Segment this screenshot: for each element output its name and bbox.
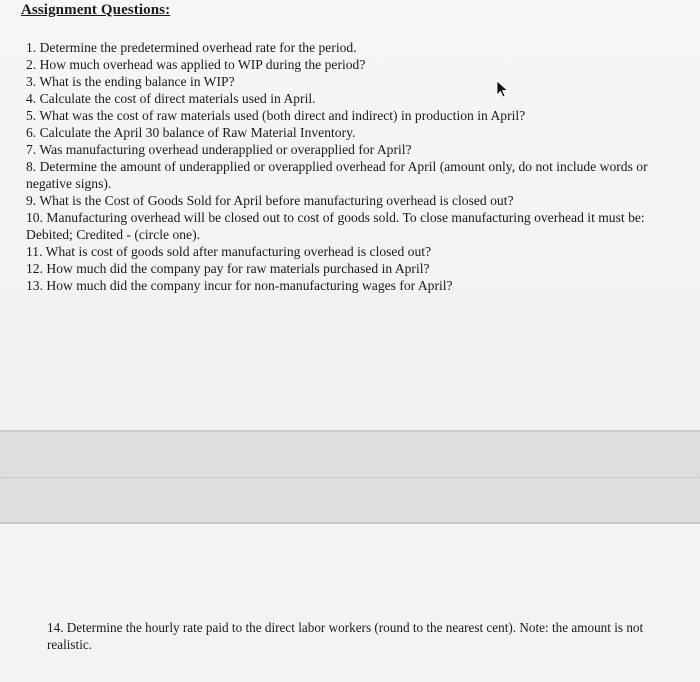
question-item-12: 12. How much did the company pay for raw materials purchased in April? bbox=[26, 261, 430, 276]
page-title: Assignment Questions: bbox=[21, 2, 171, 18]
question-item-6: 6. Calculate the April 30 balance of Raw Material Inventory. bbox=[26, 125, 356, 140]
question-item-8: 8. Determine the amount of underapplied or overapplied overhead for April (amount only, do not include words or negative signs). bbox=[26, 159, 648, 191]
question-item-5: 5. What was the cost of raw materials used (both direct and indirect) in production in April? bbox=[26, 108, 526, 123]
question-item-11: 11. What is cost of goods sold after manufacturing overhead is closed out? bbox=[26, 244, 432, 259]
question-item-14: 14. Determine the hourly rate paid to the direct labor workers (round to the nearest cent). Note: the amount is not realistic. bbox=[47, 620, 644, 652]
question-item-9: 9. What is the Cost of Goods Sold for April before manufacturing overhead is closed out? bbox=[26, 193, 514, 208]
question-item-1: 1. Determine the predetermined overhead rate for the period. bbox=[26, 40, 357, 55]
question-item-4: 4. Calculate the cost of direct materials used in April. bbox=[26, 91, 316, 106]
mouse-pointer-icon bbox=[495, 80, 509, 98]
question-item-10: 10. Manufacturing overhead will be closed out to cost of goods sold. To close manufacturing overhead it must be: Debited; Credited - (circle one). bbox=[26, 210, 645, 242]
question-item-3: 3. What is the ending balance in WIP? bbox=[26, 74, 235, 89]
question-item-7: 7. Was manufacturing overhead underapplied or overapplied for April? bbox=[26, 142, 412, 157]
question-list bbox=[26, 39, 690, 294]
question-item-2: 2. How much overhead was applied to WIP during the period? bbox=[26, 57, 366, 72]
dotted-separator bbox=[0, 477, 700, 478]
lower-panel bbox=[0, 524, 700, 682]
question-item-13: 13. How much did the company incur for non-manufacturing wages for April? bbox=[26, 278, 453, 293]
